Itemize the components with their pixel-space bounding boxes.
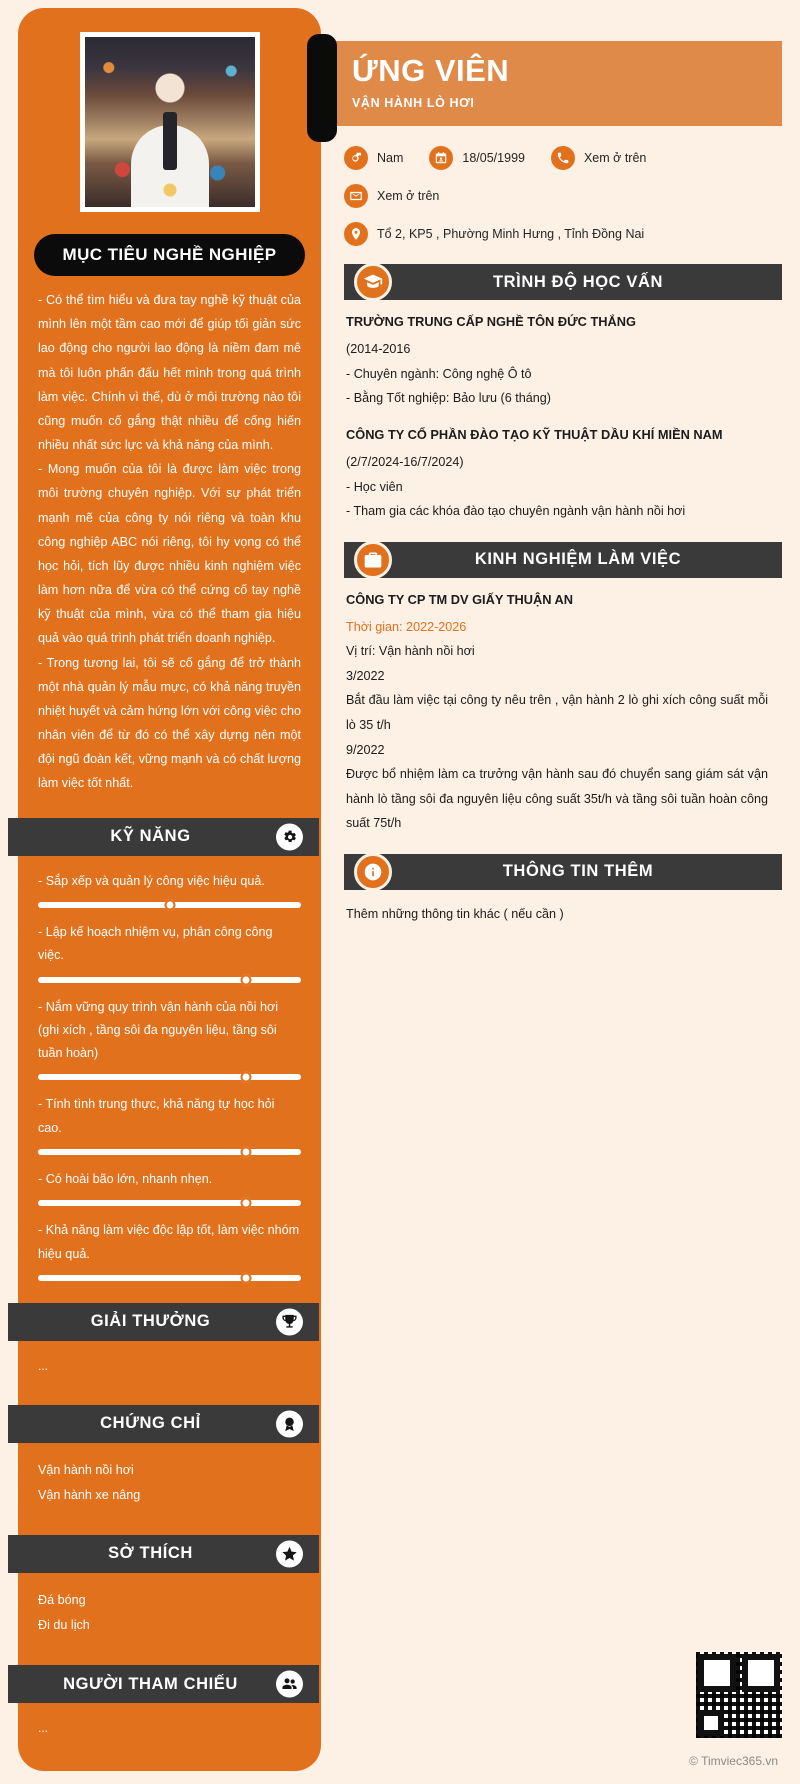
avatar	[80, 32, 260, 212]
address-value: Tổ 2, KP5 , Phường Minh Hưng , Tỉnh Đồng Nai	[377, 227, 645, 241]
additional-body	[330, 890, 782, 927]
certificates-title: CHỨNG CHỈ	[100, 1414, 201, 1433]
education-org: TRƯỜNG TRUNG CẤP NGHỀ TÔN ĐỨC THẮNG	[346, 314, 636, 329]
objective-body	[18, 276, 321, 796]
section-header-awards	[8, 1303, 319, 1341]
skill-slider[interactable]	[38, 977, 301, 983]
education-body	[330, 300, 782, 524]
footer-credit: © Timviec365.vn	[689, 1754, 778, 1768]
experience-block-date: 9/2022	[346, 742, 385, 757]
education-entry	[346, 425, 768, 524]
gender-value: Nam	[377, 151, 404, 165]
gear-icon	[276, 823, 303, 850]
qr-code	[696, 1652, 782, 1738]
objective-paragraph: - Trong tương lai, tôi sẽ cố gắng để trở thành một nhà quản lý mẫu mực, có khả năng truyền nhiệt huyết và cảm hứng lớn với công việc cho nhân viên để từ đó có thể xây dựng nên một đội ngũ đoàn kết, vững mạnh và có chất lượng làm việc tốt nhất.	[38, 655, 301, 791]
birthday-value: 18/05/1999	[462, 151, 525, 165]
name-banner	[330, 41, 782, 126]
mail-icon	[344, 184, 368, 208]
skill-name: - Tính tình trung thực, khả năng tự học hỏi cao.	[38, 1097, 275, 1135]
name-accent-tab	[307, 34, 337, 142]
skill-slider[interactable]	[38, 902, 301, 908]
education-title: TRÌNH ĐỘ HỌC VẤN	[492, 272, 663, 291]
section-header-experience	[344, 542, 782, 578]
hobbies-item: Đá bóng	[38, 1592, 86, 1607]
references-title: NGƯỜI THAM CHIẾU	[63, 1674, 238, 1693]
skill-slider[interactable]	[38, 1200, 301, 1206]
experience-time: Thời gian: 2022-2026	[346, 619, 467, 634]
awards-title: GIẢI THƯỞNG	[90, 1312, 211, 1331]
star-icon	[276, 1540, 303, 1567]
experience-title: KINH NGHIỆM LÀM VIỆC	[474, 550, 682, 569]
contact-block	[330, 126, 782, 246]
awards-item: ...	[38, 1358, 49, 1373]
additional-text: Thêm những thông tin khác ( nếu cần )	[346, 906, 564, 921]
awards-list	[18, 1341, 321, 1383]
section-header-education	[344, 264, 782, 300]
skill-name: - Có hoài bão lớn, nhanh nhẹn.	[38, 1171, 213, 1186]
objective-title: MỤC TIÊU NGHỀ NGHIỆP	[34, 234, 305, 276]
skill-item	[38, 921, 301, 983]
skill-item	[38, 1219, 301, 1281]
briefcase-icon	[354, 541, 392, 579]
certificates-item: Vận hành nồi hơi	[38, 1462, 134, 1477]
section-header-hobbies	[8, 1535, 319, 1573]
education-org: CÔNG TY CỔ PHẦN ĐÀO TẠO KỸ THUẬT DẦU KHÍ MIỀN NAM	[346, 426, 723, 442]
education-period: (2014-2016	[346, 342, 411, 357]
location-pin-icon	[344, 222, 368, 246]
section-header-references	[8, 1665, 319, 1703]
experience-block-desc: Bắt đầu làm việc tại công ty nêu trên , vận hành 2 lò ghi xích công suất mỗi lò 35 t/h	[346, 693, 768, 733]
contact-phone[interactable]	[551, 146, 646, 170]
skill-slider[interactable]	[38, 1074, 301, 1080]
skills-title: KỸ NĂNG	[110, 827, 191, 846]
graduation-cap-icon	[354, 263, 392, 301]
education-line: - Tham gia các khóa đào tạo chuyên ngành vận hành nồi hơi	[346, 504, 686, 519]
hobbies-list	[18, 1573, 321, 1643]
gender-icon	[344, 146, 368, 170]
certificates-item: Vận hành xe nâng	[38, 1487, 141, 1502]
education-line: - Chuyên ngành: Công nghệ Ô tô	[346, 366, 532, 381]
skill-slider[interactable]	[38, 1275, 301, 1281]
skill-item	[38, 870, 301, 908]
users-icon	[276, 1671, 303, 1698]
email-value: Xem ở trên	[377, 189, 440, 203]
medal-icon	[276, 1410, 303, 1437]
experience-block-desc: Được bổ nhiệm làm ca trưởng vận hành sau đó chuyển sang giám sát vận hành lò tầng sôi đa nguyên liệu công suất 35t/h và tầng sôi tuần hoàn công suất 75t/h	[346, 767, 768, 831]
contact-row	[344, 146, 782, 170]
sidebar	[18, 8, 321, 1771]
main-content	[330, 8, 782, 926]
references-list	[18, 1703, 321, 1745]
experience-block-date: 3/2022	[346, 668, 385, 683]
objective-paragraph: - Có thể tìm hiểu và đưa tay nghề kỹ thuật của mình lên một tầm cao mới để giúp tối giản sức lao động cho người lao động là niềm đam mê mà tôi luôn phấn đấu hết mình trong quá trình làm việc. Chính vì thế, dù ở môi trường nào tôi cũng muốn cố gắng thật nhiều để cống hiến nhiều nhất sức lực và khả năng của mình.	[38, 293, 301, 453]
skill-item	[38, 1168, 301, 1206]
section-header-skills	[8, 818, 319, 856]
contact-row	[344, 222, 782, 246]
education-line: - Bằng Tốt nghiệp: Bảo lưu (6 tháng)	[346, 391, 551, 406]
skill-item	[38, 1093, 301, 1155]
education-entry	[346, 312, 768, 411]
skill-slider[interactable]	[38, 1149, 301, 1155]
contact-gender	[344, 146, 403, 170]
avatar-photo	[85, 37, 255, 207]
info-icon	[354, 853, 392, 891]
skill-name: - Sắp xếp và quản lý công việc hiệu quả.	[38, 873, 265, 888]
objective-paragraph: - Mong muốn của tôi là được làm việc trong môi trường chuyên nghiệp. Với sự phát triển mạnh mẽ của công ty nói riêng và toàn khu công nghiệp ABC nói riêng, tôi hy vọng có thể học hỏi, tích lũy được nhiều kinh nghiệm việc làm hơn nữa để vừa có thể cứng cố tay nghề kỹ thuật của mình, vừa có thể tham gia hiệu quả vào quá trình phát triển doanh nghiệp.	[38, 462, 301, 646]
education-period: (2/7/2024-16/7/2024)	[346, 455, 464, 470]
section-header-additional	[344, 854, 782, 890]
experience-body	[330, 578, 782, 836]
additional-title: THÔNG TIN THÊM	[502, 862, 654, 881]
trophy-icon	[276, 1308, 303, 1335]
certificates-list	[18, 1443, 321, 1513]
experience-org: CÔNG TY CP TM DV GIẤY THUẬN AN	[346, 591, 574, 607]
skills-list	[18, 856, 321, 1281]
phone-icon	[551, 146, 575, 170]
phone-value: Xem ở trên	[583, 151, 647, 165]
skill-name: - Khả năng làm việc độc lập tốt, làm việc nhóm hiệu quả.	[38, 1223, 300, 1261]
experience-entry	[346, 590, 768, 836]
experience-position: Vị trí: Vận hành nồi hơi	[346, 644, 475, 659]
contact-email[interactable]	[344, 184, 439, 208]
contact-birthday	[429, 146, 525, 170]
candidate-job-title: VẬN HÀNH LÒ HƠI	[352, 96, 475, 111]
candidate-name: ỨNG VIÊN	[352, 53, 510, 88]
hobbies-title: SỞ THÍCH	[108, 1544, 193, 1563]
references-item: ...	[38, 1721, 49, 1735]
education-line: - Học viên	[346, 479, 403, 494]
skill-name: - Lập kế hoạch nhiệm vụ, phân công công việc.	[38, 924, 273, 963]
hobbies-item: Đi du lịch	[38, 1617, 90, 1632]
contact-address	[344, 222, 644, 246]
calendar-icon	[429, 146, 453, 170]
skill-name: - Nắm vững quy trình vận hành của nồi hơi (ghi xích , tầng sôi đa nguyên liệu, tầng sôi tuần hoàn)	[38, 999, 279, 1061]
contact-row	[344, 184, 782, 208]
section-header-certificates	[8, 1405, 319, 1443]
skill-item	[38, 996, 301, 1081]
